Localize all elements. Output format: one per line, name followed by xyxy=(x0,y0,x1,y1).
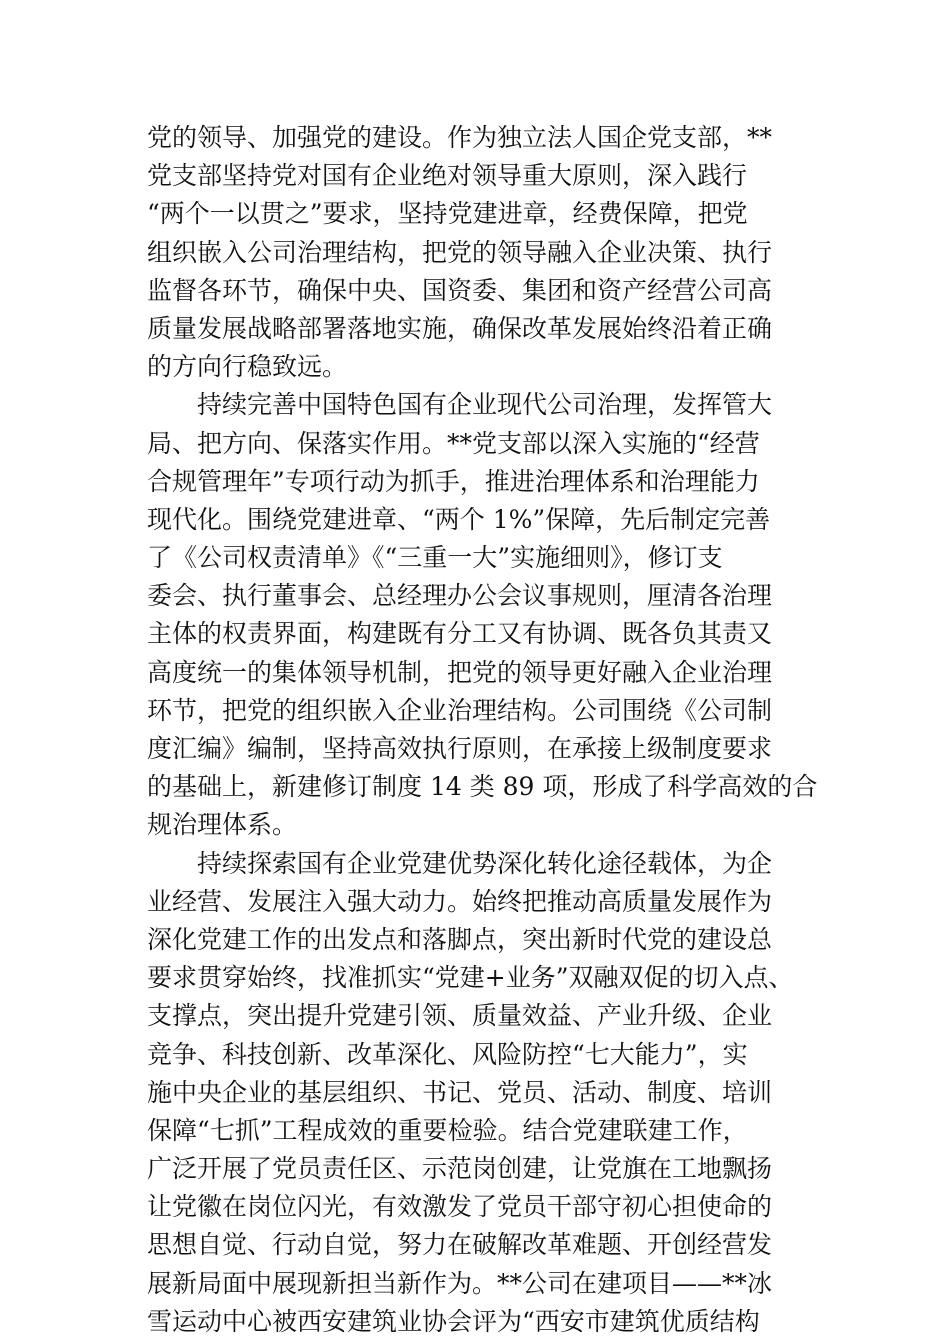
text-line: 业经营、发展注入强大动力。始终把推动高质量发展作为 xyxy=(147,886,773,916)
text-line: 高度统一的集体领导机制，把党的领导更好融入企业治理 xyxy=(147,657,773,687)
text-line: 要求贯穿始终，找准抓实“党建+业务”双融双促的切入点、 xyxy=(147,963,794,993)
text-line: 党的领导、加强党的建设。作为独立法人国企党支部，** xyxy=(147,123,773,152)
text-line: 监督各环节，确保中央、国资委、集团和资产经营公司高 xyxy=(147,275,773,305)
text-line: 思想自觉、行动自觉，努力在破解改革难题、开创经营发 xyxy=(147,1230,773,1260)
paragraph xyxy=(147,845,827,1341)
text-line: 委会、执行董事会、总经理办公会议事规则，厘清各治理 xyxy=(147,581,773,611)
text-line: 合规管理年”专项行动为抓手，推进治理体系和治理能力 xyxy=(147,466,760,496)
text-line: 深化党建工作的出发点和落脚点，突出新时代党的建设总 xyxy=(147,924,773,954)
text-line: 规治理体系。 xyxy=(147,810,298,840)
text-line: 保障“七抓”工程成效的重要检验。结合党建联建工作， xyxy=(147,1115,748,1145)
text-line: 让党徽在岗位闪光，有效激发了党员干部守初心担使命的 xyxy=(147,1192,773,1222)
text-line: 组织嵌入公司治理结构，把党的领导融入企业决策、执行 xyxy=(147,237,773,267)
text-line: 现代化。围绕党建进章、“两个 1%”保障，先后制定完善 xyxy=(147,504,771,534)
text-line: 质量发展战略部署落地实施，确保改革发展始终沿着正确 xyxy=(147,313,773,343)
text-line: 持续探索国有企业党建优势深化转化途径载体，为企 xyxy=(197,848,773,878)
document-body xyxy=(147,119,827,1341)
text-line: 竞争、科技创新、改革深化、风险防控“七大能力”，实 xyxy=(147,1039,748,1069)
text-line: 施中央企业的基层组织、书记、党员、活动、制度、培训 xyxy=(147,1077,773,1107)
text-line: 了《公司权责清单》《“三重一大”实施细则》，修订支 xyxy=(147,543,723,573)
text-line: “两个一以贯之”要求，坚持党建进章，经费保障，把党 xyxy=(147,199,748,229)
text-line: 度汇编》编制，坚持高效执行原则，在承接上级制度要求 xyxy=(147,734,773,763)
paragraph xyxy=(147,386,827,844)
text-line: 局、把方向、保落实作用。**党支部以深入实施的“经营 xyxy=(147,428,760,458)
text-line: 展新局面中展现新担当新作为。**公司在建项目——**冰 xyxy=(147,1268,773,1298)
paragraph xyxy=(147,119,827,386)
text-line: 持续完善中国特色国有企业现代公司治理，发挥管大 xyxy=(197,390,773,420)
text-line: 雪运动中心被西安建筑业协会评为“西安市建筑优质结构 xyxy=(147,1306,760,1336)
text-line: 的方向行稳致远。 xyxy=(147,352,348,382)
text-line: 支撑点，突出提升党建引领、质量效益、产业升级、企业 xyxy=(147,1001,773,1031)
text-line: 广泛开展了党员责任区、示范岗创建，让党旗在工地飘扬 xyxy=(147,1154,773,1184)
text-line: 党支部坚持党对国有企业绝对领导重大原则，深入践行 xyxy=(147,161,748,191)
text-line: 环节，把党的组织嵌入企业治理结构。公司围绕《公司制 xyxy=(147,695,773,725)
text-line: 主体的权责界面，构建既有分工又有协调、既各负其责又 xyxy=(147,619,773,649)
text-line: 的基础上，新建修订制度 14 类 89 项，形成了科学高效的合 xyxy=(147,772,818,802)
